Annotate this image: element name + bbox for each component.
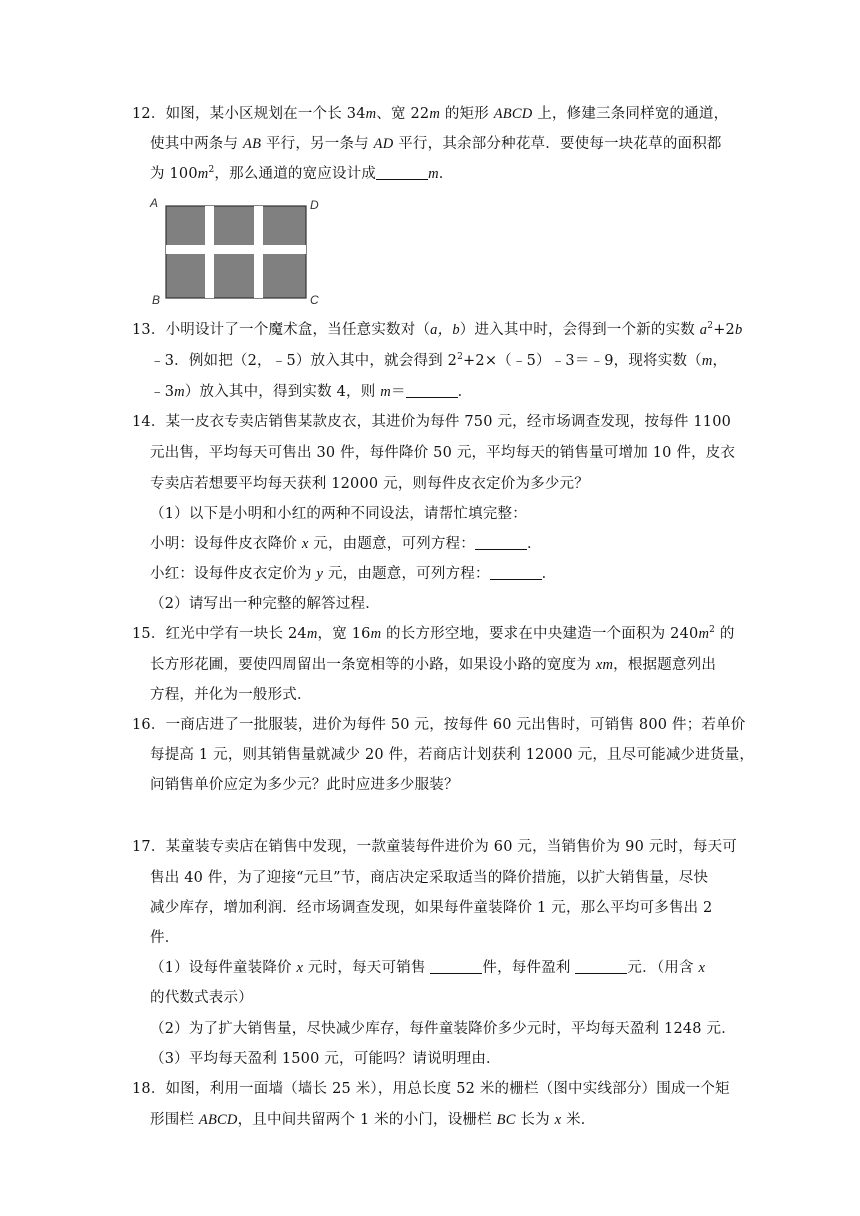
q17-line-2: 售出 40 件，为了迎接“元旦”节，商店决定采取适当的降价措施，以扩大销售量，尽快 <box>150 870 709 886</box>
q13-number: 13． <box>132 322 166 338</box>
q12-line-2: 使其中两条与 AB 平行，另一条与 AD 平行，其余部分种花草．要使每一块花草的面积都 <box>150 136 722 152</box>
q16-line-2: 每提高 1 元，则其销售量就减少 20 件，若商店计划获利 12000 元，且尽可能减少进货量， <box>150 747 755 763</box>
q12-number: 12． <box>132 106 166 122</box>
q12-line-1: 12．如图，某小区规划在一个长 34m、宽 22m 的矩形 ABCD 上，修建三条同样宽的通道， <box>132 106 729 122</box>
label-c: C <box>310 293 319 306</box>
q14-xiaohong: 小红：设每件皮衣定价为 y 元，由题意，可列方程： ． <box>150 566 557 582</box>
label-d: D <box>310 198 319 212</box>
q18-number: 18． <box>132 1081 166 1097</box>
q18-line-1: 18．如图，利用一面墙（墙长 25 米），用总长度 52 米的栅栏（图中实线部分）围成一个矩 <box>132 1081 730 1097</box>
label-b: B <box>152 293 161 306</box>
q14-part-2: （2）请写出一种完整的解答过程． <box>150 596 380 612</box>
q14-line-3: 专卖店若想要平均每天获利 12000 元，则每件皮衣定价为多少元？ <box>150 476 589 492</box>
q16-number: 16． <box>132 717 166 733</box>
q17-number: 17． <box>132 839 166 855</box>
label-a: A <box>150 196 159 210</box>
answer-blank <box>575 959 627 974</box>
q14-line-1: 14．某一皮衣专卖店销售某款皮衣，其进价为每件 750 元，经市场调查发现，按每件 1100 <box>132 414 732 430</box>
q15-number: 15． <box>132 626 166 642</box>
q14-line-2: 元出售，平均每天可售出 30 件，每件降价 50 元，平均每天的销售量可增加 10 件，皮衣 <box>150 445 736 461</box>
q16-line-1: 16．一商店进了一批服装，进价为每件 50 元，按每件 60 元出售时，可销售 800 件；若单价 <box>132 717 746 733</box>
q16-line-3: 问销售单价应定为多少元？此时应进多少服装？ <box>150 777 459 793</box>
q17-line-4: 件． <box>150 930 180 946</box>
rectangle-figure <box>148 194 328 306</box>
answer-blank <box>490 565 542 580</box>
q18-line-2: 形围栏 ABCD，且中间共留两个 1 米的小门，设栅栏 BC 长为 x 米． <box>150 1112 596 1128</box>
answer-blank <box>475 535 527 550</box>
q14-part-1: （1）以下是小明和小红的两种不同设法，请帮忙填完整： <box>150 506 527 522</box>
q17-part-1: （1）设每件童装降价 x 元时，每天可销售 件，每件盈利 元．（用含 x <box>150 960 706 976</box>
q17-line-3: 减少库存，增加利润．经市场调查发现，如果每件童装降价 1 元，那么平均可多售出 2 <box>150 900 713 916</box>
q15-line-1: 15．红光中学有一块长 24m，宽 16m 的长方形空地，要求在中央建造一个面积为 $240m^2$ 的 <box>132 625 735 642</box>
q15-line-3: 方程，并化为一般形式． <box>150 687 312 703</box>
q13-line-3: ﹣3m）放入其中，得到实数 4，则 m＝ ． <box>150 384 473 400</box>
q17-part-2: （2）为了扩大销售量，尽快减少库存，每件童装降价多少元时，平均每天盈利 1248 元． <box>150 1021 736 1037</box>
q17-part-1-cont: 的代数式表示） <box>150 990 253 1006</box>
answer-blank <box>376 165 428 180</box>
vertical-path-left <box>205 206 214 298</box>
answer-blank <box>430 959 482 974</box>
q17-line-1: 17．某童装专卖店在销售中发现，一款童装每件进价为 60 元，当销售价为 90 元时，每天可 <box>132 839 737 855</box>
q14-number: 14． <box>132 414 166 430</box>
vertical-path-right <box>254 206 263 298</box>
q15-line-2: 长方形花圃，要使四周留出一条宽相等的小路，如果设小路的宽度为 xm，根据题意列出 <box>150 657 717 673</box>
horizontal-path <box>166 245 306 254</box>
q17-part-3: （3）平均每天盈利 1500 元，可能吗？请说明理由． <box>150 1051 501 1067</box>
answer-blank <box>406 383 458 398</box>
q12-line-3: 为 $100m^2$，那么通道的宽应设计成 m． <box>150 165 454 182</box>
q14-xiaoming: 小明：设每件皮衣降价 x 元，由题意，可列方程： ． <box>150 536 542 552</box>
q13-line-1: 13．小明设计了一个魔术盒，当任意实数对（a，b）进入其中时，会得到一个新的实数 $a^2+2b$ <box>132 321 743 338</box>
q13-line-2: ﹣3．例如把（2，﹣5）放入其中，就会得到 $2^2+2\times(﹣5)﹣3=﹣9$，现将实数（m， <box>150 352 728 369</box>
